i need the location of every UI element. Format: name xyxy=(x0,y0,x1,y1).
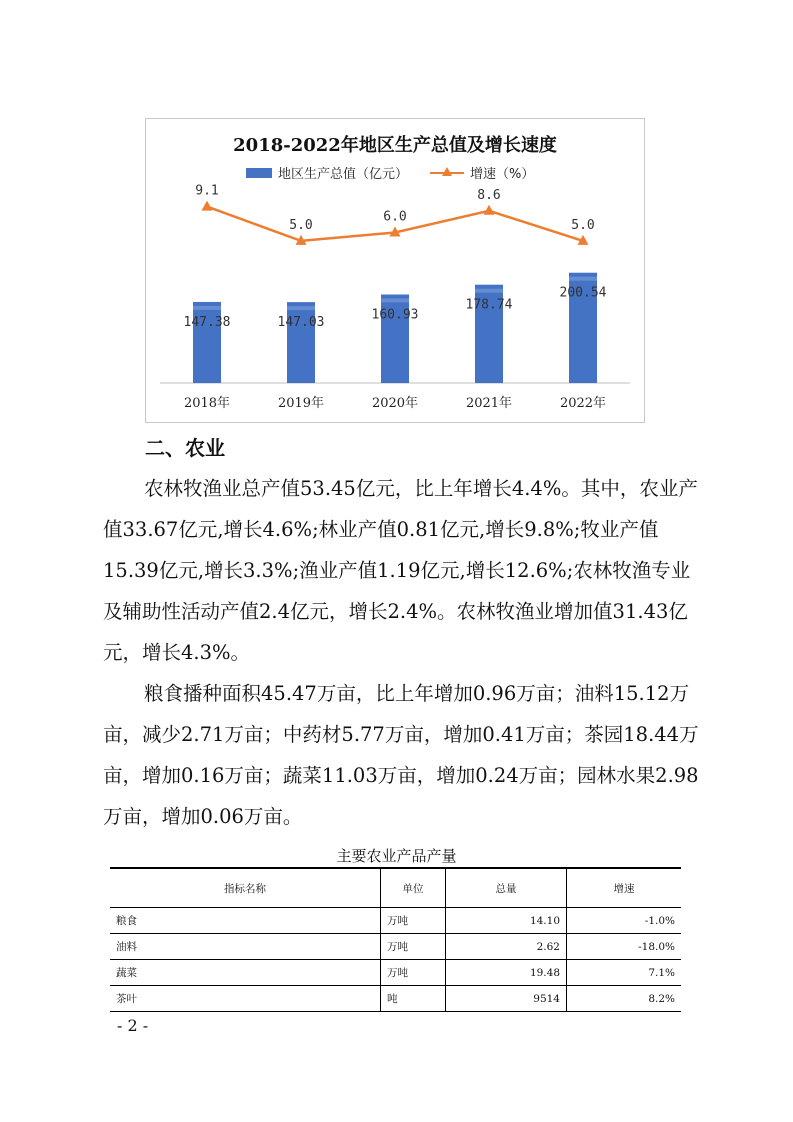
cell-total: 9514 xyxy=(446,986,567,1012)
chart-title: 2018-2022年地区生产总值及增长速度 xyxy=(233,135,557,156)
table-row xyxy=(110,934,681,960)
bar-highlight-band xyxy=(569,277,597,281)
cell-growth: -1.0% xyxy=(567,908,682,934)
cell-name: 粮食 xyxy=(110,908,381,934)
growth-value-label: 9.1 xyxy=(195,183,219,199)
chart-container xyxy=(145,118,645,423)
cell-name: 油料 xyxy=(110,934,381,960)
cell-name: 茶叶 xyxy=(110,986,381,1012)
cell-total: 19.48 xyxy=(446,960,567,986)
growth-value-label: 6.0 xyxy=(383,209,407,225)
bar-highlight-band xyxy=(475,289,503,293)
table-row xyxy=(110,986,681,1012)
section-heading: 二、农业 xyxy=(145,436,225,460)
x-tick-label: 2020年 xyxy=(371,396,419,411)
header-unit: 单位 xyxy=(381,868,446,908)
legend-label-growth: 增速（%） xyxy=(470,167,535,182)
bar-value-label: 147.03 xyxy=(277,315,325,331)
cell-total: 2.62 xyxy=(446,934,567,960)
cell-growth: 7.1% xyxy=(567,960,682,986)
bar-highlight-band xyxy=(193,306,221,310)
cell-unit: 万吨 xyxy=(381,960,446,986)
legend-label-gdp: 地区生产总值（亿元） xyxy=(278,167,409,182)
cell-unit: 万吨 xyxy=(381,934,446,960)
chart-plot xyxy=(146,119,644,422)
growth-value-label: 5.0 xyxy=(289,217,313,233)
x-tick-label: 2022年 xyxy=(559,396,607,411)
bar-highlight-band xyxy=(287,306,315,310)
growth-marker xyxy=(484,205,495,215)
growth-value-label: 8.6 xyxy=(477,187,501,203)
cell-unit: 吨 xyxy=(381,986,446,1012)
cell-name: 蔬菜 xyxy=(110,960,381,986)
cell-unit: 万吨 xyxy=(381,908,446,934)
bar-value-label: 200.54 xyxy=(559,285,607,301)
header-total: 总量 xyxy=(446,868,567,908)
agri-products-table xyxy=(110,867,681,1012)
paragraph-crop-area: 粮食播种面积45.47万亩，比上年增加0.96万亩；油料15.12万亩，减少2.71万亩；中药材5.77万亩，增加0.41万亩；茶园18.44万亩，增加0.16万亩；蔬菜11.03万亩，增加0.24万亩；园林水果2.98万亩，增加0.06万亩。 xyxy=(103,682,699,828)
bar-highlight-band xyxy=(381,298,409,302)
growth-value-label: 5.0 xyxy=(571,217,595,233)
bar-value-label: 160.93 xyxy=(371,307,419,323)
cell-growth: -18.0% xyxy=(567,934,682,960)
cell-growth: 8.2% xyxy=(567,986,682,1012)
page-number: - 2 - xyxy=(117,1016,149,1035)
x-tick-label: 2019年 xyxy=(277,396,325,411)
growth-marker xyxy=(202,201,213,211)
table-header-row xyxy=(110,868,681,908)
x-tick-label: 2018年 xyxy=(183,396,231,411)
paragraph-agri-output: 农林牧渔业总产值53.45亿元，比上年增长4.4%。其中，农业产值33.67亿元,增长4.6%;林业产值0.81亿元,增长9.8%;牧业产值15.39亿元,增长3.3%;渔业产值1.19亿元,增长12.6%;农林牧渔专业及辅助性活动产值2.4亿元，增长2.4%。农林牧渔业增加值31.43亿元，增长4.3%。 xyxy=(103,477,698,664)
table-row xyxy=(110,908,681,934)
bar-value-label: 147.38 xyxy=(183,314,231,330)
header-indicator: 指标名称 xyxy=(110,868,381,908)
bar-value-label: 178.74 xyxy=(465,297,513,313)
table-caption: 主要农业产品产量 xyxy=(336,847,457,865)
cell-total: 14.10 xyxy=(446,908,567,934)
table-row xyxy=(110,960,681,986)
header-growth: 增速 xyxy=(567,868,682,908)
x-tick-label: 2021年 xyxy=(465,396,513,411)
